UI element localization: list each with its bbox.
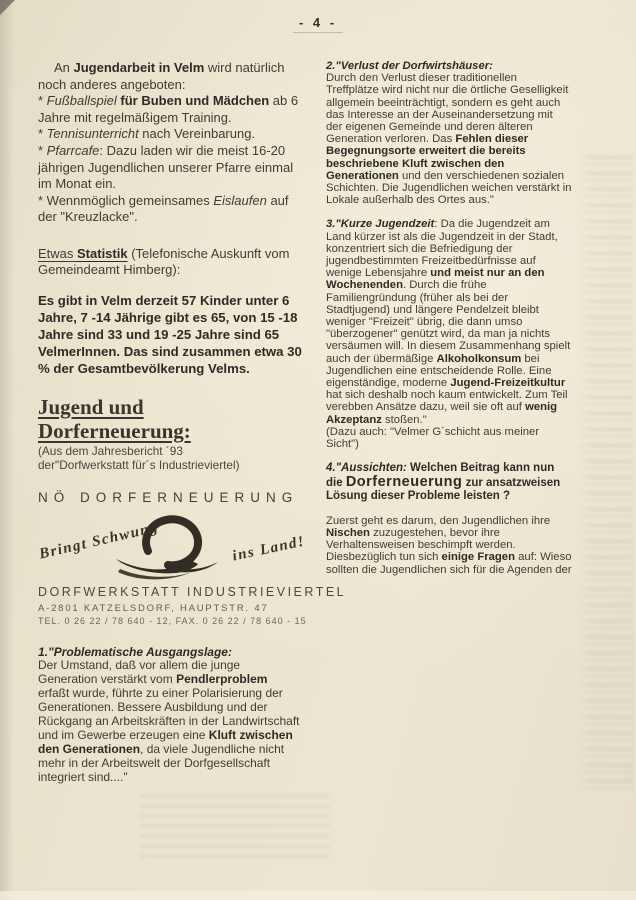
page-number: - 4 -: [293, 15, 343, 33]
bullet-tennisunterricht: * Tennisunterricht nach Vereinbarung.: [38, 126, 256, 142]
intro-paragraph: An Jugendarbeit in Velm wird natürlich noch anderes angeboten:: [38, 60, 285, 92]
left-column: [37, 60, 347, 785]
scan-bottom-strip: [0, 891, 636, 900]
jahresbericht-note: (Aus dem Jahresbericht ´93 der"Dorfwerkstatt für´s Industrieviertel): [38, 443, 240, 472]
statistik-heading: Etwas Statistik (Telefonische Auskunft vom Gemeindeamt Himberg):: [38, 245, 290, 278]
swoosh-swirl-icon: [110, 509, 250, 583]
org-address: A-2801 KATZELSDORF, HAUPTSTR. 47: [38, 602, 269, 614]
section-heading-jugend-und-dorferneuerung: Jugend und Dorferneuerung:: [38, 394, 191, 443]
logo-text-ins-land: ins Land!: [231, 533, 307, 565]
section-1-problematische-ausgangslage: 1."Problematische Ausgangslage: Der Umstand, daß vor allem die junge Generation verstärkt vom Pendlerproblem erfaßt wurde, führte zu einer Polarisierung der Generationen. Bessere Ausbildung und der Rückgang an Arbeitskräften in der Landwirtschaft und im Gewerbe erzeugen eine Kluft zwischen den Generationen, da viele Jugendliche nicht mehr in der Arbeitswelt der Dorfgesellschaft integriert sind....": [38, 644, 300, 784]
dorferneuerung-logo: [37, 509, 307, 583]
noe-dorferneuerung-label: NÖ DORFERNEUERUNG: [38, 489, 299, 505]
bullet-fussballspiel: * Fußballspiel für Buben und Mädchen ab 6 Jahre mit regelmäßigem Training.: [38, 93, 299, 125]
logo-text-bringt-schwung: Bringt Schwung: [37, 518, 161, 563]
bullet-eislaufen: * Wennmöglich gemeinsames Eislaufen auf der "Kreuzlacke".: [38, 192, 289, 225]
section-4-body: Zuerst geht es darum, den Jugendlichen ihre Nischen zuzugestehen, bevor ihre Verhaltensweisen beschimpft werden. Diesbezüglich tun sich einige Fragen auf: Wieso sollten die Jugendlichen sich für die Agenden der: [326, 514, 572, 576]
bleed-through-text-right: [576, 150, 634, 790]
bleed-through-text-bottom: [140, 788, 330, 858]
page-header: [0, 14, 636, 32]
section-3-kurze-jugendzeit: 3."Kurze Jugendzeit: Da die Jugendzeit am Land kürzer ist als die Jugendzeit in der Stadt, konzentriert sich die Befriedigung der jugendbestimmten Freizeitbedürfnisse auf wenige Lebensjahre und meist nur an den Wochenenden. Durch die frühe Familiengründung (früher als bei der Stadtjugend) und längere Pendelzeit bleibt weniger "Freizeit" übrig, die dann umso "überzogener" genützt wird, da man ja nichts versäumen will. In diesem Zusammenhang spielt auch der übermäßige Alkoholkonsum bei Jugendlichen eine entscheidende Rolle. Eine eigenständige, moderne Jugend-Freizeitkultur hat sich deshalb noch kaum entwickelt. Zum Teil verebben Ansätze dazu, weil sie oft auf wenig Akzeptanz stoßen." (Dazu auch: "Velmer G´schicht aus meiner Sicht"): [326, 218, 571, 451]
org-phone-fax: TEL. 0 26 22 / 78 640 - 12, FAX. 0 26 22 / 78 640 - 15: [38, 615, 307, 626]
org-name: DORFWERKSTATT INDUSTRIEVIERTEL: [38, 584, 347, 599]
scan-edge-shadow: [0, 0, 14, 900]
section-2-verlust-der-dorfwirtshaeuser: 2."Verlust der Dorfwirtshäuser: Durch den Verlust dieser traditionellen Treffplätze wird nicht nur die örtliche Geselligkeit allgemein beeinträchtigt, sondern es geht auch das Interesse an der Auseinandersetzung mit der eigenen Gemeinde und deren älteren Generation verloren. Das Fehlen dieser Begegnungsorte erweitert die bereits beschriebene Kluft zwischen den Generationen und den verschiedenen sozialen Schichten. Die Jugendlichen weichen verstärkt in Lokale außerhalb des Ortes aus.": [326, 60, 572, 207]
bullet-pfarrcafe: * Pfarrcafe: Dazu laden wir die meist 16-20 jährigen Jugendlichen unserer Pfarre einmal im Monat ein.: [38, 142, 294, 192]
right-column: [326, 60, 572, 588]
statistik-paragraph: Es gibt in Velm derzeit 57 Kinder unter 6 Jahre, 7 -14 Jährige gibt es 65, von 15 -18 Jahre sind 33 und 19 -25 Jahre sind 65 VelmerInnen. Das sind zusammen etwa 30 % der Gesamtbevölkerung Velms.: [38, 292, 302, 376]
section-4-aussichten-heading: 4."Aussichten: Welchen Beitrag kann nun die Dorferneuerung zur ansatzweisen Lösung dieser Probleme leisten ?: [326, 462, 561, 503]
